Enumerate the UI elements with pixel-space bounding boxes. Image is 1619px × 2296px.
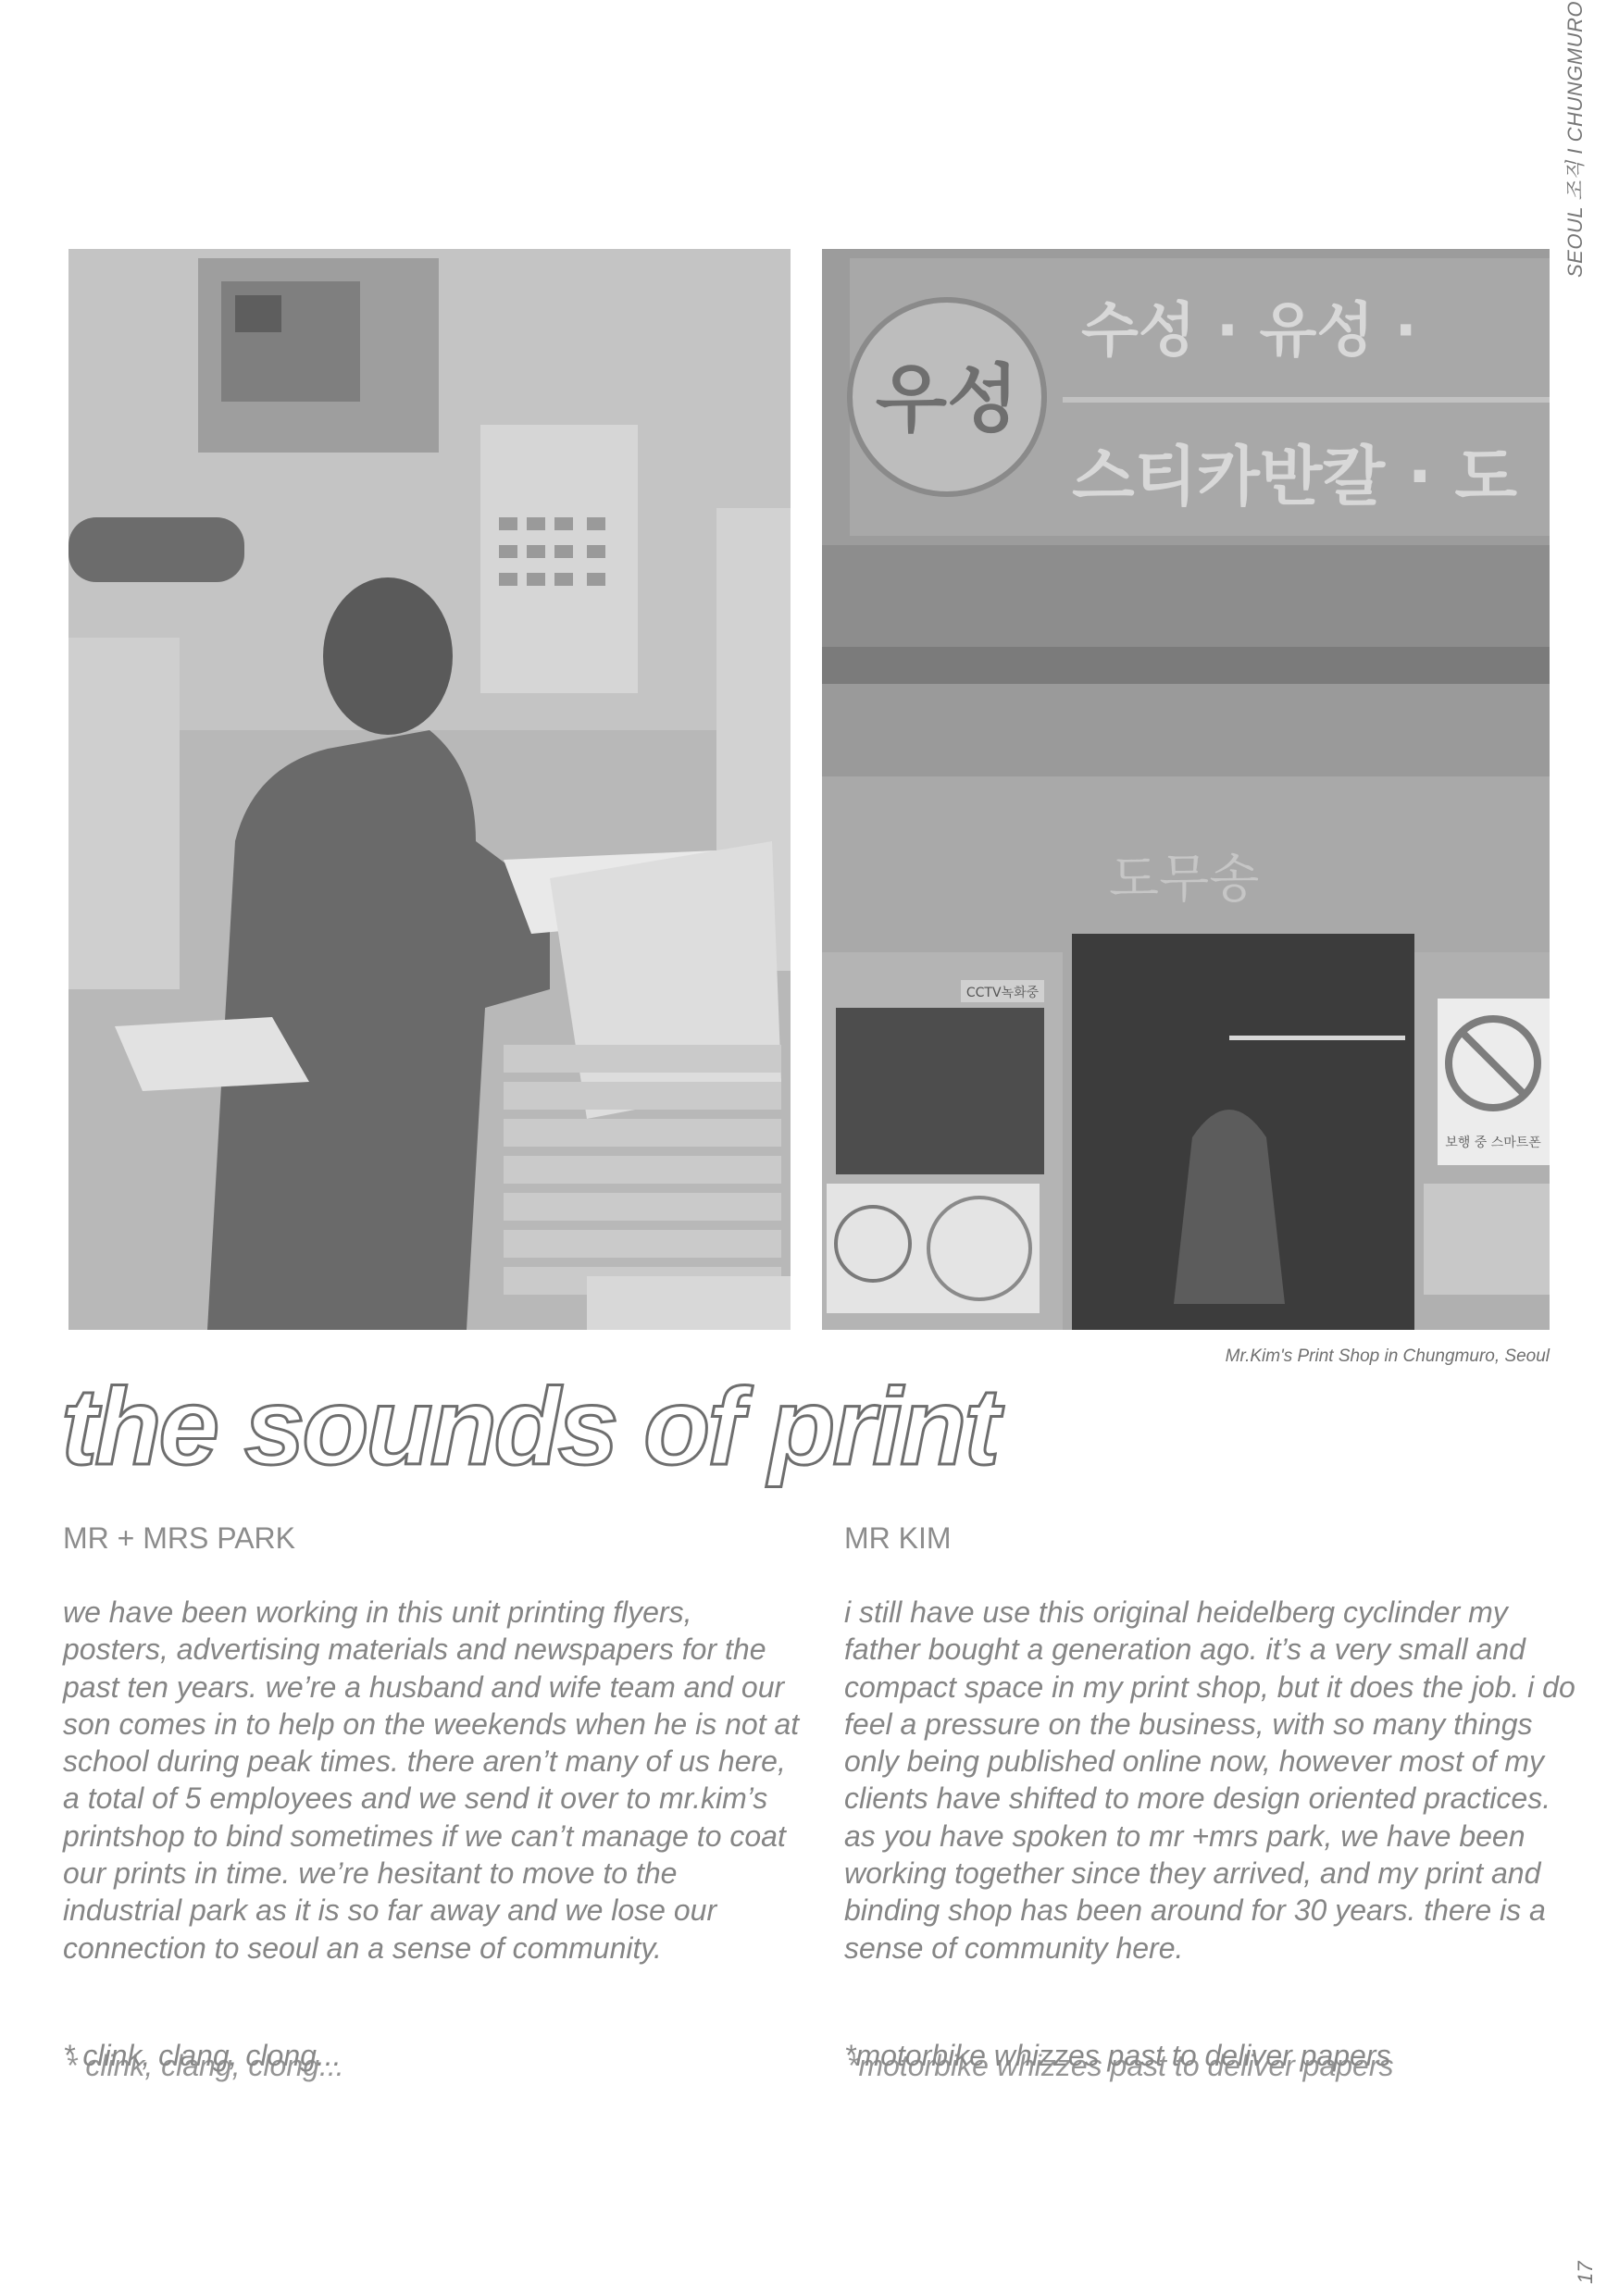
print-worker-illustration [68, 249, 791, 1330]
sound-effect-park: * clink, clang, clong... [63, 2039, 342, 2072]
shopfront-photo [822, 249, 1550, 1330]
print-worker-photo [68, 249, 791, 1330]
smartphone-notice-text: 보행 중 스마트폰 [1445, 1136, 1541, 1150]
page-title: the sounds of print [61, 1366, 998, 1488]
sound-effect-kim: *motorbike whizzes past to deliver papers [844, 2039, 1391, 2072]
sign-top-text: 수성 · 유성 · [1081, 297, 1417, 366]
section-tag: SEOUL 조직 I CHUNGMURO [1563, 0, 1587, 278]
page-number: 17 [1574, 2261, 1597, 2284]
column-heading-park: MR + MRS PARK [63, 1521, 295, 1555]
shopfront-illustration [822, 249, 1550, 1330]
sign-circle-text: 우성 [875, 356, 1019, 442]
awning-text: 도무송 [1109, 850, 1260, 910]
interview-text-kim: i still have use this original heidelberg cyclinder my father bought a generation ago. it’s a very small and compact space in my print shop, but it does the job. i do feel a pressure on the business, with so many things only being published online now, however most of my clients have shifted to more design oriented practices. as you have spoken to mr +mrs park, we have been working together since they arrived, and my print and binding shop has been around for 30 years. there is a sense of community here. [844, 1595, 1575, 1965]
sign-bottom-text: 스티카반칼 · 도 [1072, 439, 1518, 515]
interview-text-park: we have been working in this unit printing flyers, posters, advertising materials and newspapers for the past ten years. we’re a husband and wife team and our son comes in to help on the weekends when he is not at school during peak times. there aren’t many of us here, a total of 5 employees and we send it over to mr.kim’s printshop to bind sometimes if we can’t manage to coat our prints in time. we’re hesitant to move to the industrial park as it is so far away and we lose our connection to seoul an a sense of community. [63, 1595, 800, 1965]
photo-caption: Mr.Kim's Print Shop in Chungmuro, Seoul [1225, 1347, 1550, 1366]
column-heading-kim: MR KIM [844, 1521, 952, 1555]
cctv-label: CCTV녹화중 [965, 986, 1040, 1000]
